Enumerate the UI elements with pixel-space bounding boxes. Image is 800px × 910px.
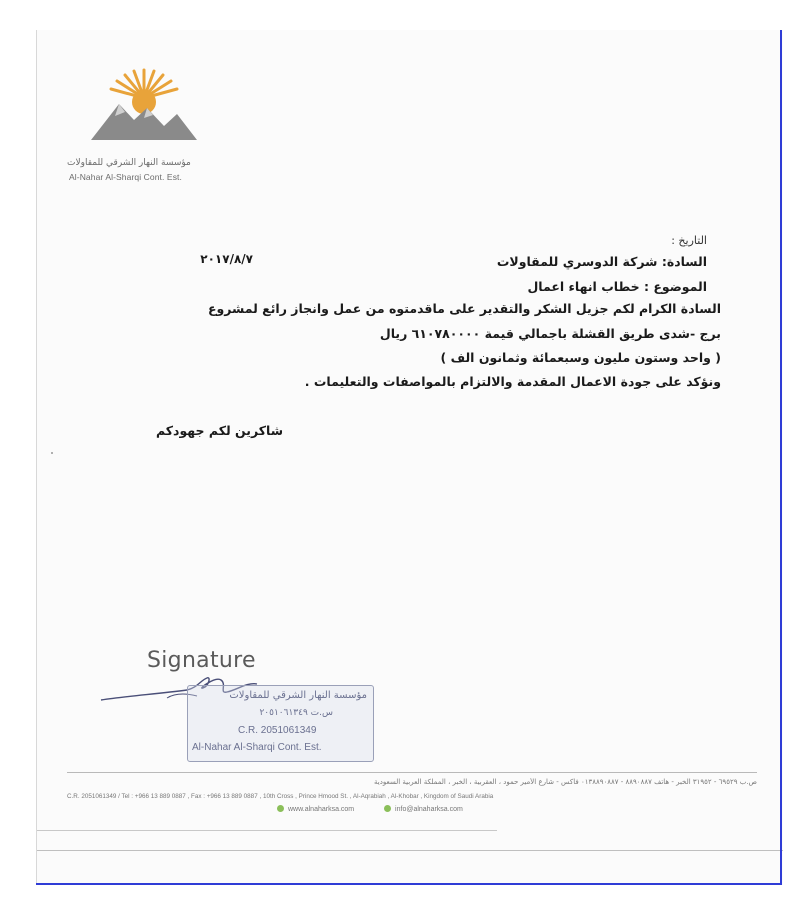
closing-line: شاكرين لكم جهودكم bbox=[155, 423, 283, 438]
logo-name-arabic: مؤسسة النهار الشرقي للمقاولات bbox=[67, 158, 191, 168]
footer-website[interactable]: www.alnaharksa.com bbox=[288, 806, 355, 813]
body-line-1: السادة الكرام لكم جزيل الشكر والتقدير على ماقدمتوه من عمل وانجاز رائع لمشروع bbox=[207, 301, 721, 316]
footer-address-arabic: ص.ب ٦٩٥٢٩ - ٣١٩٥٢ الخبر - هاتف ٨٨٩٠٨٨٧ - ٠١٣٨٨٩٠٨٨٧ فاكس - شارع الأمير حمود ، العقربية ، الخبر ، المملكة العربية السعودية bbox=[374, 778, 757, 786]
sun-mountain-logo-icon bbox=[89, 68, 199, 143]
footer-email[interactable]: info@alnaharksa.com bbox=[395, 806, 463, 813]
footer-address-english: C.R. 2051061349 / Tel : +966 13 889 0887 , Fax : +966 13 889 0887 , 10th Cross , Prince Hmood St. , Al-Aqrabiah , Al-Khobar , Kingdom of Saudi Arabia bbox=[67, 793, 494, 800]
stamp-name-arabic: مؤسسة النهار الشرقي للمقاولات bbox=[229, 690, 367, 701]
scan-edge-bottom bbox=[36, 883, 782, 885]
footer-scan-line-bottom bbox=[37, 850, 783, 851]
recipient-line: السادة: شركة الدوسري للمقاولات bbox=[496, 254, 707, 269]
footer-divider bbox=[67, 772, 757, 773]
stamp-name-english: Al-Nahar Al-Sharqi Cont. Est. bbox=[192, 742, 322, 753]
footer-contacts bbox=[277, 805, 463, 813]
date-line bbox=[67, 234, 707, 247]
stamp-cr-arabic: س.ت ٢٠٥١٠٦١٣٤٩ bbox=[259, 708, 333, 718]
footer-scan-line bbox=[37, 830, 497, 831]
logo-name-english: Al-Nahar Al-Sharqi Cont. Est. bbox=[69, 172, 182, 182]
scan-speck bbox=[51, 452, 53, 454]
signature-label: Signature bbox=[147, 648, 256, 673]
letter-sheet bbox=[36, 30, 783, 885]
company-logo bbox=[67, 68, 207, 182]
scan-edge-right bbox=[780, 30, 782, 885]
company-stamp bbox=[187, 685, 374, 762]
body-line-4: ونؤكد على جودة الاعمال المقدمة والالتزام بالمواصفات والتعليمات . bbox=[304, 374, 721, 389]
subject-line: الموضوع : خطاب انهاء اعمال bbox=[527, 279, 707, 294]
stamp-cr-english: C.R. 2051061349 bbox=[238, 725, 317, 736]
body-line-3: ( واحد وستون مليون وسبعمائة وثمانون الف ) bbox=[440, 350, 721, 365]
body-line-2: برج -شدى طريق القشلة باجمالي قيمة ٦١٠٧٨٠٠٠٠ ريال bbox=[379, 326, 721, 341]
email-icon bbox=[384, 805, 391, 812]
globe-icon bbox=[277, 805, 284, 812]
date-value: ٢٠١٧/٨/٧ bbox=[200, 252, 253, 266]
date-label: التاريخ : bbox=[671, 234, 707, 247]
